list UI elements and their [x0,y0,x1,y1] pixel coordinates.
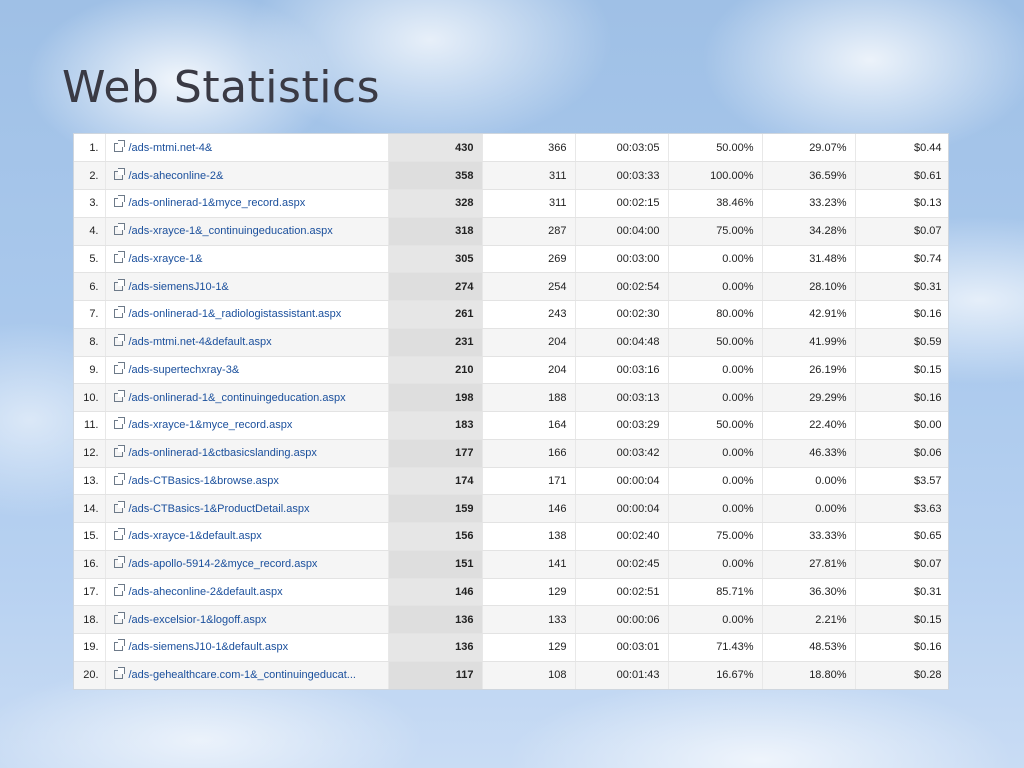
pageviews-cell: 159 [388,495,482,523]
open-external-icon[interactable] [114,420,123,429]
page-link[interactable]: /ads-onlinerad-1&ctbasicslanding.aspx [128,447,317,460]
page-value-cell: $0.15 [855,606,949,634]
unique-pageviews-cell: 166 [482,439,575,467]
table-row [74,134,949,162]
bounce-rate-cell: 0.00% [668,439,762,467]
unique-pageviews-cell: 204 [482,328,575,356]
unique-pageviews-cell: 254 [482,273,575,301]
row-index: 7. [74,301,105,329]
open-external-icon[interactable] [114,226,123,235]
row-index: 5. [74,245,105,273]
page-value-cell: $0.06 [855,439,949,467]
pageviews-cell: 305 [388,245,482,273]
page-cell [105,523,388,551]
row-index: 19. [74,634,105,662]
unique-pageviews-cell: 188 [482,384,575,412]
avg-time-cell: 00:02:54 [575,273,668,301]
exit-rate-cell: 18.80% [762,661,855,689]
page-link[interactable]: /ads-excelsior-1&logoff.aspx [128,613,267,626]
row-index: 6. [74,273,105,301]
page-link[interactable]: /ads-xrayce-1&myce_record.aspx [128,419,293,432]
open-external-icon[interactable] [114,670,123,679]
avg-time-cell: 00:03:16 [575,356,668,384]
pageviews-cell: 358 [388,162,482,190]
unique-pageviews-cell: 164 [482,412,575,440]
page-link[interactable]: /ads-mtmi.net-4& [128,141,213,154]
page-cell [105,467,388,495]
bounce-rate-cell: 50.00% [668,134,762,162]
open-external-icon[interactable] [114,504,123,513]
page-link[interactable]: /ads-xrayce-1&default.aspx [128,530,262,543]
page-cell [105,439,388,467]
open-external-icon[interactable] [114,448,123,457]
table-row [74,328,949,356]
bounce-rate-cell: 0.00% [668,550,762,578]
page-value-cell: $0.31 [855,273,949,301]
row-index: 10. [74,384,105,412]
unique-pageviews-cell: 146 [482,495,575,523]
pageviews-cell: 231 [388,328,482,356]
open-external-icon[interactable] [114,393,123,402]
unique-pageviews-cell: 287 [482,217,575,245]
page-value-cell: $0.16 [855,384,949,412]
page-stats-table [73,133,949,690]
row-index: 18. [74,606,105,634]
avg-time-cell: 00:03:00 [575,245,668,273]
page-value-cell: $3.57 [855,467,949,495]
bounce-rate-cell: 0.00% [668,495,762,523]
page-cell [105,134,388,162]
table-row [74,606,949,634]
open-external-icon[interactable] [114,337,123,346]
unique-pageviews-cell: 311 [482,190,575,218]
exit-rate-cell: 42.91% [762,301,855,329]
table-row [74,245,949,273]
avg-time-cell: 00:03:01 [575,634,668,662]
open-external-icon[interactable] [114,143,123,152]
page-value-cell: $0.07 [855,217,949,245]
bounce-rate-cell: 0.00% [668,273,762,301]
avg-time-cell: 00:02:40 [575,523,668,551]
exit-rate-cell: 36.30% [762,578,855,606]
pageviews-cell: 177 [388,439,482,467]
table-row [74,634,949,662]
unique-pageviews-cell: 141 [482,550,575,578]
row-index: 1. [74,134,105,162]
page-value-cell: $3.63 [855,495,949,523]
bounce-rate-cell: 50.00% [668,412,762,440]
exit-rate-cell: 29.07% [762,134,855,162]
bounce-rate-cell: 75.00% [668,217,762,245]
open-external-icon[interactable] [114,531,123,540]
row-index: 2. [74,162,105,190]
pageviews-cell: 136 [388,606,482,634]
exit-rate-cell: 31.48% [762,245,855,273]
avg-time-cell: 00:03:33 [575,162,668,190]
table-row [74,273,949,301]
page-cell [105,301,388,329]
page-cell [105,217,388,245]
bounce-rate-cell: 16.67% [668,661,762,689]
avg-time-cell: 00:03:13 [575,384,668,412]
unique-pageviews-cell: 138 [482,523,575,551]
pageviews-cell: 210 [388,356,482,384]
avg-time-cell: 00:00:04 [575,495,668,523]
open-external-icon[interactable] [114,642,123,651]
bounce-rate-cell: 0.00% [668,467,762,495]
row-index: 13. [74,467,105,495]
avg-time-cell: 00:03:42 [575,439,668,467]
unique-pageviews-cell: 129 [482,634,575,662]
page-cell [105,495,388,523]
unique-pageviews-cell: 108 [482,661,575,689]
unique-pageviews-cell: 366 [482,134,575,162]
exit-rate-cell: 33.23% [762,190,855,218]
open-external-icon[interactable] [114,587,123,596]
page-link[interactable]: /ads-aheconline-2&default.aspx [128,585,283,598]
pageviews-cell: 430 [388,134,482,162]
unique-pageviews-cell: 133 [482,606,575,634]
bounce-rate-cell: 71.43% [668,634,762,662]
open-external-icon[interactable] [114,365,123,374]
page-value-cell: $0.00 [855,412,949,440]
pageviews-cell: 274 [388,273,482,301]
unique-pageviews-cell: 269 [482,245,575,273]
page-link[interactable]: /ads-aheconline-2& [128,169,224,182]
exit-rate-cell: 28.10% [762,273,855,301]
table-row [74,384,949,412]
page-cell [105,328,388,356]
bounce-rate-cell: 75.00% [668,523,762,551]
avg-time-cell: 00:02:45 [575,550,668,578]
row-index: 14. [74,495,105,523]
row-index: 8. [74,328,105,356]
page-value-cell: $0.28 [855,661,949,689]
table-row [74,467,949,495]
avg-time-cell: 00:03:29 [575,412,668,440]
pageviews-cell: 318 [388,217,482,245]
open-external-icon[interactable] [114,282,123,291]
exit-rate-cell: 26.19% [762,356,855,384]
slide-title: Web Statistics [62,62,381,113]
open-external-icon[interactable] [114,615,123,624]
avg-time-cell: 00:03:05 [575,134,668,162]
page-link[interactable]: /ads-apollo-5914-2&myce_record.aspx [128,558,318,571]
exit-rate-cell: 29.29% [762,384,855,412]
page-value-cell: $0.07 [855,550,949,578]
page-cell [105,384,388,412]
open-external-icon[interactable] [114,309,123,318]
exit-rate-cell: 41.99% [762,328,855,356]
exit-rate-cell: 46.33% [762,439,855,467]
exit-rate-cell: 0.00% [762,467,855,495]
exit-rate-cell: 48.53% [762,634,855,662]
table-body [74,134,949,689]
page-cell [105,634,388,662]
page-value-cell: $0.16 [855,634,949,662]
row-index: 9. [74,356,105,384]
table-row [74,578,949,606]
avg-time-cell: 00:01:43 [575,661,668,689]
table-row [74,439,949,467]
avg-time-cell: 00:00:06 [575,606,668,634]
open-external-icon[interactable] [114,254,123,263]
open-external-icon[interactable] [114,198,123,207]
avg-time-cell: 00:02:30 [575,301,668,329]
open-external-icon[interactable] [114,171,123,180]
bounce-rate-cell: 0.00% [668,356,762,384]
bounce-rate-cell: 0.00% [668,384,762,412]
page-value-cell: $0.13 [855,190,949,218]
page-link[interactable]: /ads-CTBasics-1&ProductDetail.aspx [128,502,310,515]
exit-rate-cell: 36.59% [762,162,855,190]
page-cell [105,661,388,689]
page-link[interactable]: /ads-gehealthcare.com-1&_continuingeducat... [128,669,356,682]
page-cell [105,606,388,634]
page-cell [105,550,388,578]
exit-rate-cell: 2.21% [762,606,855,634]
unique-pageviews-cell: 243 [482,301,575,329]
table-row [74,162,949,190]
row-index: 11. [74,412,105,440]
row-index: 16. [74,550,105,578]
pageviews-cell: 261 [388,301,482,329]
page-link[interactable]: /ads-supertechxray-3& [128,363,240,376]
page-value-cell: $0.61 [855,162,949,190]
unique-pageviews-cell: 171 [482,467,575,495]
page-value-cell: $0.59 [855,328,949,356]
page-link[interactable]: /ads-mtmi.net-4&default.aspx [128,336,272,349]
page-value-cell: $0.65 [855,523,949,551]
exit-rate-cell: 34.28% [762,217,855,245]
page-cell [105,578,388,606]
page-value-cell: $0.15 [855,356,949,384]
pageviews-cell: 146 [388,578,482,606]
page-cell [105,412,388,440]
exit-rate-cell: 22.40% [762,412,855,440]
table-row [74,661,949,689]
pageviews-cell: 156 [388,523,482,551]
table-row [74,550,949,578]
avg-time-cell: 00:00:04 [575,467,668,495]
page-value-cell: $0.16 [855,301,949,329]
bounce-rate-cell: 0.00% [668,245,762,273]
open-external-icon[interactable] [114,559,123,568]
avg-time-cell: 00:02:15 [575,190,668,218]
table-row [74,301,949,329]
page-link[interactable]: /ads-onlinerad-1&_continuingeducation.aspx [128,391,346,404]
page-value-cell: $0.31 [855,578,949,606]
row-index: 4. [74,217,105,245]
avg-time-cell: 00:02:51 [575,578,668,606]
pageviews-cell: 174 [388,467,482,495]
page-cell [105,245,388,273]
row-index: 12. [74,439,105,467]
page-link[interactable]: /ads-onlinerad-1&_radiologistassistant.aspx [128,308,342,321]
page-value-cell: $0.74 [855,245,949,273]
table-row [74,190,949,218]
page-cell [105,273,388,301]
open-external-icon[interactable] [114,476,123,485]
page-link[interactable]: /ads-onlinerad-1&myce_record.aspx [128,197,306,210]
bounce-rate-cell: 50.00% [668,328,762,356]
page-cell [105,162,388,190]
table-row [74,217,949,245]
page-link[interactable]: /ads-siemensJ10-1&default.aspx [128,641,289,654]
row-index: 3. [74,190,105,218]
bounce-rate-cell: 85.71% [668,578,762,606]
unique-pageviews-cell: 311 [482,162,575,190]
page-link[interactable]: /ads-CTBasics-1&browse.aspx [128,474,279,487]
table-row [74,523,949,551]
page-link[interactable]: /ads-siemensJ10-1& [128,280,229,293]
pageviews-cell: 151 [388,550,482,578]
bounce-rate-cell: 80.00% [668,301,762,329]
pageviews-cell: 198 [388,384,482,412]
pageviews-cell: 183 [388,412,482,440]
exit-rate-cell: 33.33% [762,523,855,551]
page-cell [105,190,388,218]
bounce-rate-cell: 100.00% [668,162,762,190]
pageviews-cell: 328 [388,190,482,218]
exit-rate-cell: 27.81% [762,550,855,578]
avg-time-cell: 00:04:00 [575,217,668,245]
row-index: 15. [74,523,105,551]
table-row [74,412,949,440]
row-index: 17. [74,578,105,606]
page-link[interactable]: /ads-xrayce-1&_continuingeducation.aspx [128,225,333,238]
table-row [74,356,949,384]
pageviews-cell: 136 [388,634,482,662]
row-index: 20. [74,661,105,689]
page-value-cell: $0.44 [855,134,949,162]
exit-rate-cell: 0.00% [762,495,855,523]
page-link[interactable]: /ads-xrayce-1& [128,252,203,265]
unique-pageviews-cell: 129 [482,578,575,606]
avg-time-cell: 00:04:48 [575,328,668,356]
pageviews-cell: 117 [388,661,482,689]
page-cell [105,356,388,384]
table-row [74,495,949,523]
unique-pageviews-cell: 204 [482,356,575,384]
bounce-rate-cell: 0.00% [668,606,762,634]
bounce-rate-cell: 38.46% [668,190,762,218]
